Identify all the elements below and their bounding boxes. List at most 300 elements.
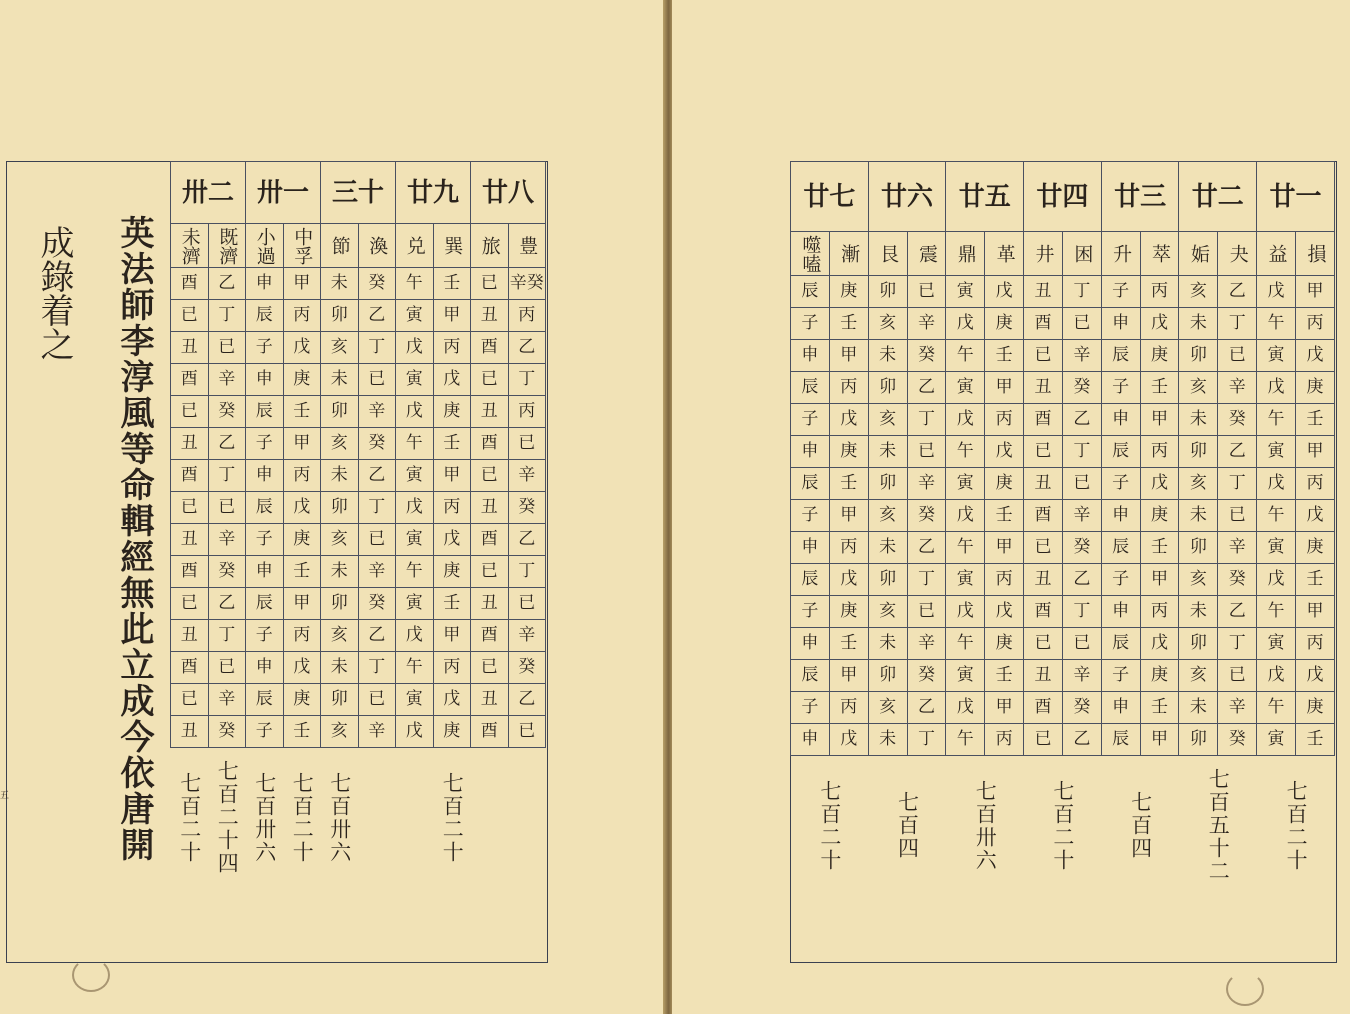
table-cell: 乙	[1062, 404, 1101, 436]
hexagram-name-cell: 革	[985, 232, 1024, 276]
table-cell: 已	[1024, 436, 1063, 468]
table-cell: 丙	[829, 372, 868, 404]
table-cell: 卯	[1179, 532, 1218, 564]
total-cell: 七百二十	[817, 779, 842, 872]
table-cell: 未	[868, 628, 907, 660]
table-cell: 丁	[508, 556, 546, 588]
table-cell: 辰	[246, 396, 284, 428]
hexagram-name-cell: 旅	[471, 224, 509, 268]
table-cell: 辰	[246, 684, 284, 716]
table-cell: 丙	[985, 404, 1024, 436]
table-cell: 午	[1257, 308, 1296, 340]
table-cell: 庚	[1140, 500, 1179, 532]
table-cell: 壬	[1295, 404, 1334, 436]
table-cell: 已	[508, 588, 546, 620]
table-cell: 丙	[508, 300, 546, 332]
table-cell: 戊	[946, 596, 985, 628]
table-cell: 癸	[358, 588, 396, 620]
table-cell: 子	[246, 620, 284, 652]
table-cell: 卯	[321, 492, 359, 524]
table-cell: 未	[1179, 596, 1218, 628]
table-cell: 壬	[1140, 532, 1179, 564]
hexagram-name-cell: 姤	[1179, 232, 1218, 276]
table-cell: 酉	[171, 364, 209, 396]
section-header: 廿七	[791, 162, 869, 232]
table-cell: 丙	[829, 532, 868, 564]
total-cell: 七百二十	[177, 771, 202, 864]
table-cell: 午	[946, 532, 985, 564]
table-cell: 已	[171, 300, 209, 332]
table-cell: 午	[396, 428, 434, 460]
table-cell: 壬	[829, 468, 868, 500]
table-cell: 庚	[433, 556, 471, 588]
table-cell: 戊	[829, 404, 868, 436]
total-cell: 七百二十	[1050, 779, 1075, 872]
table-cell: 酉	[471, 716, 509, 748]
table-cell: 寅	[946, 372, 985, 404]
table-cell: 午	[946, 340, 985, 372]
table-cell: 亥	[868, 692, 907, 724]
table-cell: 已	[508, 428, 546, 460]
section-header: 卅二	[171, 162, 246, 224]
table-cell: 未	[1179, 500, 1218, 532]
table-cell: 酉	[171, 556, 209, 588]
table-cell: 亥	[321, 524, 359, 556]
table-cell: 丑	[1024, 372, 1063, 404]
table-cell: 亥	[321, 428, 359, 460]
table-cell: 午	[1257, 692, 1296, 724]
table-cell: 癸	[208, 716, 246, 748]
table-cell: 戊	[1140, 468, 1179, 500]
table-cell: 乙	[208, 428, 246, 460]
hexagram-table-right	[790, 161, 1335, 896]
table-cell: 亥	[321, 332, 359, 364]
table-cell: 辰	[246, 588, 284, 620]
table-cell: 亥	[321, 620, 359, 652]
table-cell: 丁	[208, 460, 246, 492]
table-cell: 庚	[1295, 692, 1334, 724]
table-cell: 乙	[907, 532, 946, 564]
table-cell: 酉	[1024, 596, 1063, 628]
table-cell: 未	[868, 436, 907, 468]
table-cell: 卯	[868, 660, 907, 692]
table-cell: 寅	[396, 588, 434, 620]
table-cell: 甲	[985, 372, 1024, 404]
table-cell: 癸	[358, 268, 396, 300]
table-cell: 未	[1179, 692, 1218, 724]
table-cell: 申	[246, 556, 284, 588]
table-cell: 庚	[1295, 532, 1334, 564]
table-cell: 午	[1257, 404, 1296, 436]
table-cell: 辛	[508, 460, 546, 492]
table-cell: 寅	[1257, 340, 1296, 372]
table-cell: 辰	[791, 564, 830, 596]
table-cell: 酉	[1024, 500, 1063, 532]
binding-thread	[1226, 972, 1264, 1006]
table-cell: 午	[1257, 500, 1296, 532]
table-cell: 乙	[1218, 276, 1257, 308]
table-cell: 未	[321, 556, 359, 588]
section-header: 廿五	[946, 162, 1024, 232]
table-cell: 申	[1101, 596, 1140, 628]
side-annotation: 成錄着之	[34, 225, 74, 361]
table-cell: 戊	[946, 692, 985, 724]
table-cell: 辛	[1218, 532, 1257, 564]
section-header: 廿四	[1024, 162, 1102, 232]
table-cell: 已	[508, 716, 546, 748]
table-cell: 戊	[433, 364, 471, 396]
table-cell: 子	[246, 428, 284, 460]
table-cell: 午	[946, 628, 985, 660]
table-cell: 亥	[321, 716, 359, 748]
table-cell: 戊	[283, 652, 321, 684]
total-cell: 七百二十四	[215, 760, 240, 876]
table-cell: 辛癸	[508, 268, 546, 300]
table-cell: 已	[208, 332, 246, 364]
table-cell: 丁	[208, 620, 246, 652]
table-cell: 辛	[358, 556, 396, 588]
table-cell: 已	[1024, 724, 1063, 756]
total-cell: 七百卅六	[252, 771, 277, 864]
table-cell: 未	[321, 364, 359, 396]
table-cell: 亥	[868, 404, 907, 436]
table-cell: 乙	[508, 684, 546, 716]
table-cell: 辰	[1101, 436, 1140, 468]
section-header: 廿一	[1257, 162, 1335, 232]
hexagram-name-cell: 渙	[358, 224, 396, 268]
table-cell: 卯	[321, 396, 359, 428]
table-cell: 丁	[907, 404, 946, 436]
table-cell: 辛	[208, 684, 246, 716]
table-cell: 已	[907, 436, 946, 468]
table-cell: 辰	[1101, 532, 1140, 564]
table-cell: 庚	[283, 684, 321, 716]
table-cell: 寅	[1257, 724, 1296, 756]
table-cell: 亥	[1179, 372, 1218, 404]
total-cell: 七百四	[895, 791, 920, 861]
table-cell: 壬	[283, 556, 321, 588]
table-cell: 已	[471, 268, 509, 300]
table-cell: 乙	[358, 460, 396, 492]
table-cell: 亥	[868, 500, 907, 532]
table-cell: 癸	[508, 652, 546, 684]
table-cell: 庚	[829, 596, 868, 628]
total-cell: 七百卅六	[327, 771, 352, 864]
hexagram-name-cell: 既濟	[208, 224, 246, 268]
table-cell: 丁	[907, 724, 946, 756]
table-cell: 戊	[985, 596, 1024, 628]
table-cell: 癸	[1218, 404, 1257, 436]
table-cell: 寅	[946, 468, 985, 500]
table-cell: 戊	[433, 684, 471, 716]
table-cell: 丑	[471, 396, 509, 428]
page-number: 五	[0, 791, 10, 801]
table-cell: 丑	[171, 620, 209, 652]
table-cell: 酉	[471, 524, 509, 556]
table-cell: 卯	[321, 588, 359, 620]
table-cell: 辰	[791, 276, 830, 308]
table-cell: 辰	[1101, 724, 1140, 756]
table-cell: 甲	[985, 692, 1024, 724]
table-cell: 戊	[1257, 564, 1296, 596]
table-cell: 乙	[1218, 436, 1257, 468]
table-cell: 已	[208, 652, 246, 684]
table-cell: 戊	[1257, 276, 1296, 308]
table-cell: 丙	[985, 724, 1024, 756]
table-cell: 酉	[471, 428, 509, 460]
table-cell: 丁	[1218, 468, 1257, 500]
table-cell: 丁	[358, 652, 396, 684]
table-cell: 戊	[985, 276, 1024, 308]
table-cell: 子	[1101, 372, 1140, 404]
table-cell: 甲	[985, 532, 1024, 564]
table-cell: 乙	[358, 620, 396, 652]
table-cell: 寅	[1257, 628, 1296, 660]
table-cell: 壬	[283, 716, 321, 748]
table-cell: 子	[246, 716, 284, 748]
right-page	[672, 0, 1350, 1014]
table-cell: 酉	[171, 652, 209, 684]
table-cell: 申	[246, 460, 284, 492]
table-cell: 癸	[907, 340, 946, 372]
table-cell: 子	[246, 524, 284, 556]
table-cell: 辰	[791, 468, 830, 500]
hexagram-name-cell: 豊	[508, 224, 546, 268]
table-cell: 申	[791, 628, 830, 660]
hexagram-name-cell: 兑	[396, 224, 434, 268]
table-cell: 丁	[358, 332, 396, 364]
hexagram-name-cell: 未濟	[171, 224, 209, 268]
table-cell: 丁	[1218, 308, 1257, 340]
table-cell: 酉	[171, 460, 209, 492]
table-cell: 癸	[1218, 564, 1257, 596]
table-cell: 癸	[907, 500, 946, 532]
table-cell: 酉	[1024, 404, 1063, 436]
table-cell: 午	[946, 724, 985, 756]
table-cell: 戊	[283, 332, 321, 364]
table-cell: 已	[471, 556, 509, 588]
table-cell: 辛	[1062, 500, 1101, 532]
table-cell: 戊	[829, 564, 868, 596]
table-cell: 丑	[171, 428, 209, 460]
table-cell: 癸	[1062, 532, 1101, 564]
table-cell: 丙	[1295, 308, 1334, 340]
table-cell: 寅	[396, 364, 434, 396]
table-cell: 壬	[985, 340, 1024, 372]
table-cell: 乙	[907, 372, 946, 404]
table-cell: 卯	[1179, 628, 1218, 660]
table-cell: 卯	[1179, 340, 1218, 372]
table-cell: 壬	[283, 396, 321, 428]
table-cell: 乙	[508, 524, 546, 556]
table-cell: 子	[791, 308, 830, 340]
table-cell: 庚	[283, 364, 321, 396]
table-cell: 丁	[358, 492, 396, 524]
table-cell: 午	[396, 652, 434, 684]
hexagram-name-cell: 夬	[1218, 232, 1257, 276]
table-cell: 子	[791, 500, 830, 532]
table-cell: 卯	[321, 684, 359, 716]
table-cell: 辛	[358, 716, 396, 748]
table-cell: 未	[321, 460, 359, 492]
table-cell: 亥	[1179, 564, 1218, 596]
table-cell: 已	[471, 652, 509, 684]
table-cell: 戊	[396, 620, 434, 652]
table-cell: 已	[907, 596, 946, 628]
hexagram-name-cell: 艮	[868, 232, 907, 276]
table-cell: 壬	[829, 308, 868, 340]
table-cell: 申	[791, 724, 830, 756]
table-cell: 庚	[985, 308, 1024, 340]
table-cell: 申	[246, 652, 284, 684]
table-cell: 辛	[508, 620, 546, 652]
table-cell: 已	[171, 396, 209, 428]
table-cell: 壬	[1140, 372, 1179, 404]
table-cell: 辛	[1218, 692, 1257, 724]
table-cell: 甲	[1295, 596, 1334, 628]
table-cell: 丑	[1024, 468, 1063, 500]
table-cell: 戊	[1257, 660, 1296, 692]
table-cell: 戊	[396, 332, 434, 364]
table-cell: 辛	[907, 308, 946, 340]
table-cell: 甲	[433, 300, 471, 332]
table-cell: 丑	[171, 524, 209, 556]
table-cell: 卯	[868, 372, 907, 404]
table-cell: 辛	[1062, 340, 1101, 372]
table-cell: 甲	[1140, 564, 1179, 596]
table-cell: 已	[1062, 468, 1101, 500]
table-cell: 子	[791, 596, 830, 628]
table-cell: 寅	[396, 460, 434, 492]
table-cell: 戊	[985, 436, 1024, 468]
table-cell: 癸	[358, 428, 396, 460]
table-cell: 亥	[1179, 468, 1218, 500]
table-cell: 甲	[433, 620, 471, 652]
table-cell: 辛	[907, 468, 946, 500]
table-cell: 辰	[1101, 340, 1140, 372]
hexagram-table-left	[170, 161, 546, 888]
total-cell: 七百二十	[440, 771, 465, 864]
table-cell: 戊	[396, 492, 434, 524]
table-cell: 酉	[1024, 308, 1063, 340]
table-cell: 壬	[985, 500, 1024, 532]
section-header: 卅一	[246, 162, 321, 224]
table-cell: 申	[1101, 500, 1140, 532]
table-cell: 戊	[1295, 340, 1334, 372]
table-cell: 申	[791, 340, 830, 372]
table-cell: 丁	[1062, 276, 1101, 308]
table-cell: 庚	[829, 436, 868, 468]
table-cell: 丙	[1140, 436, 1179, 468]
table-cell: 庚	[283, 524, 321, 556]
hexagram-name-cell: 萃	[1140, 232, 1179, 276]
table-cell: 寅	[1257, 532, 1296, 564]
table-cell: 已	[1024, 628, 1063, 660]
table-cell: 乙	[1062, 724, 1101, 756]
table-cell: 午	[396, 556, 434, 588]
section-header: 廿六	[868, 162, 946, 232]
table-cell: 丑	[171, 332, 209, 364]
table-cell: 丑	[471, 588, 509, 620]
table-cell: 子	[791, 404, 830, 436]
table-cell: 壬	[1295, 724, 1334, 756]
table-cell: 寅	[946, 660, 985, 692]
table-cell: 乙	[1218, 596, 1257, 628]
table-cell: 甲	[283, 428, 321, 460]
section-header: 三十	[321, 162, 396, 224]
table-cell: 卯	[868, 468, 907, 500]
table-cell: 寅	[946, 276, 985, 308]
table-cell: 已	[471, 364, 509, 396]
table-cell: 癸	[208, 556, 246, 588]
table-cell: 已	[471, 460, 509, 492]
table-cell: 丁	[208, 300, 246, 332]
table-cell: 已	[171, 684, 209, 716]
table-cell: 甲	[1295, 276, 1334, 308]
table-cell: 午	[1257, 596, 1296, 628]
table-cell: 申	[791, 436, 830, 468]
table-cell: 戊	[1140, 308, 1179, 340]
table-cell: 甲	[829, 340, 868, 372]
hexagram-name-cell: 噬嗑	[791, 232, 830, 276]
table-cell: 壬	[433, 428, 471, 460]
table-cell: 未	[868, 724, 907, 756]
section-header: 廿二	[1179, 162, 1257, 232]
table-cell: 已	[1062, 628, 1101, 660]
table-cell: 戊	[433, 524, 471, 556]
table-cell: 子	[791, 692, 830, 724]
table-cell: 辰	[246, 492, 284, 524]
table-cell: 庚	[1140, 660, 1179, 692]
table-cell: 辛	[1218, 372, 1257, 404]
binding-thread	[72, 958, 110, 992]
table-cell: 辛	[358, 396, 396, 428]
hexagram-name-cell: 漸	[829, 232, 868, 276]
hexagram-name-cell: 小過	[246, 224, 284, 268]
hexagram-name-cell: 困	[1062, 232, 1101, 276]
table-cell: 壬	[829, 628, 868, 660]
table-cell: 甲	[1140, 724, 1179, 756]
table-cell: 申	[791, 532, 830, 564]
table-cell: 壬	[433, 268, 471, 300]
table-cell: 甲	[1140, 404, 1179, 436]
section-header: 廿三	[1101, 162, 1179, 232]
table-cell: 癸	[1062, 372, 1101, 404]
section-header: 廿九	[396, 162, 471, 224]
table-cell: 庚	[433, 396, 471, 428]
table-cell: 乙	[208, 268, 246, 300]
table-cell: 丑	[1024, 660, 1063, 692]
table-cell: 辛	[208, 364, 246, 396]
table-cell: 已	[171, 492, 209, 524]
table-cell: 癸	[1062, 692, 1101, 724]
table-cell: 寅	[1257, 436, 1296, 468]
table-cell: 戊	[1295, 500, 1334, 532]
table-cell: 申	[1101, 692, 1140, 724]
table-cell: 已	[1062, 308, 1101, 340]
table-cell: 未	[1179, 308, 1218, 340]
total-cell: 七百卅六	[973, 779, 998, 872]
hexagram-name-cell: 升	[1101, 232, 1140, 276]
table-cell: 酉	[471, 332, 509, 364]
table-cell: 已	[1218, 660, 1257, 692]
table-cell: 丁	[1062, 596, 1101, 628]
table-cell: 子	[1101, 468, 1140, 500]
table-cell: 戊	[396, 716, 434, 748]
table-cell: 子	[1101, 660, 1140, 692]
table-cell: 乙	[508, 332, 546, 364]
table-cell: 未	[868, 340, 907, 372]
